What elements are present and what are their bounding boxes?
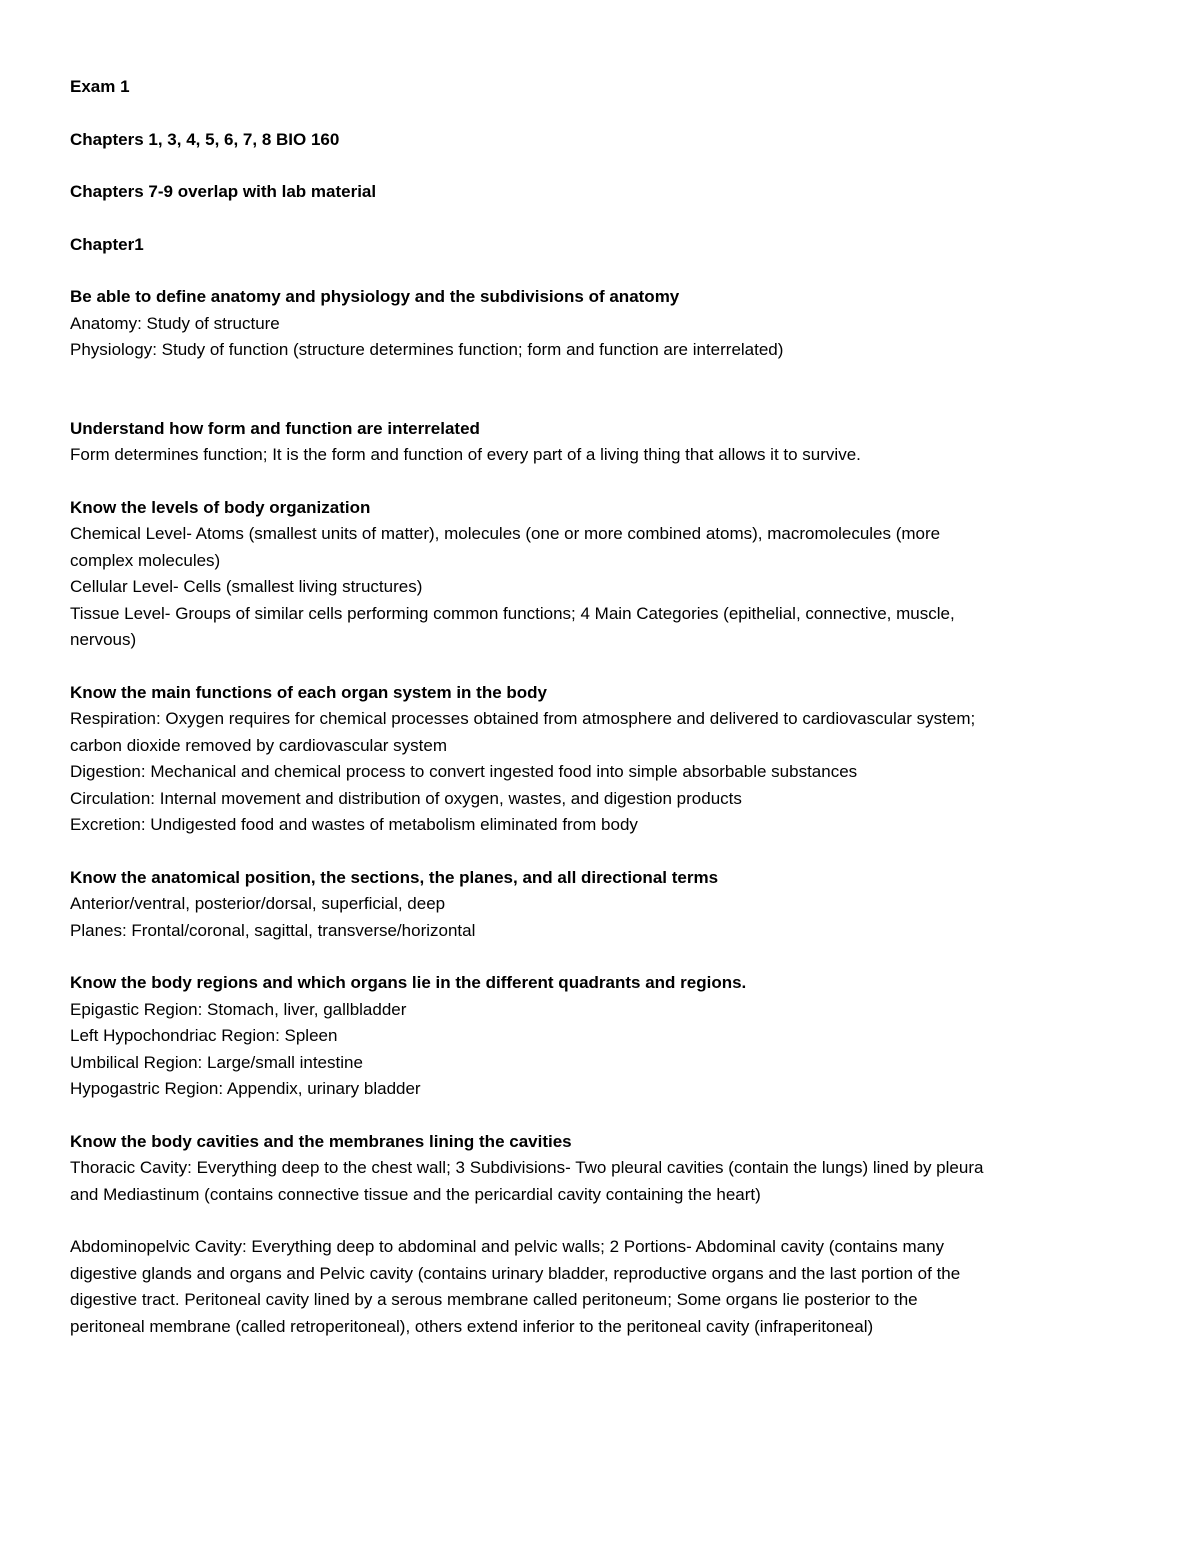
section-heading: Know the body regions and which organs lie in the different quadrants and regions. xyxy=(70,973,747,992)
section-line: Chemical Level- Atoms (smallest units of matter), molecules (one or more combined atoms), macromolecules (more xyxy=(70,524,941,543)
chapter-heading: Chapter1 xyxy=(70,234,144,254)
spacer xyxy=(70,101,1140,127)
section-line: nervous) xyxy=(70,630,137,649)
section-heading: Know the main functions of each organ system in the body xyxy=(70,682,547,702)
spacer xyxy=(70,258,1140,284)
section-line: Umbilical Region: Large/small intestine xyxy=(70,1052,363,1072)
spacer xyxy=(70,944,1140,970)
section-line: Epigastic Region: Stomach, liver, gallbladder xyxy=(70,999,407,1019)
section-line: Anterior/ventral, posterior/dorsal, superficial, deep xyxy=(70,894,446,913)
section-line: Tissue Level- Groups of similar cells performing common functions; 4 Main Categories (epithelial, connective, muscle, xyxy=(70,603,955,623)
section-line: Left Hypochondriac Region: Spleen xyxy=(70,1026,338,1045)
section-heading: Know the anatomical position, the sections, the planes, and all directional terms xyxy=(70,867,719,887)
section-line: Respiration: Oxygen requires for chemical processes obtained from atmosphere and delivered to cardiovascular system; xyxy=(70,709,976,728)
section-line: Form determines function; It is the form and function of every part of a living thing that allows it to survive. xyxy=(70,445,861,464)
section-line: Cellular Level- Cells (smallest living structures) xyxy=(70,577,423,596)
section-line: Planes: Frontal/coronal, sagittal, transverse/horizontal xyxy=(70,920,476,940)
spacer xyxy=(70,153,1140,179)
section-line: complex molecules) xyxy=(70,550,221,570)
section-line: peritoneal membrane (called retroperitoneal), others extend inferior to the peritoneal cavity (infraperitoneal) xyxy=(70,1316,874,1336)
spacer xyxy=(70,1208,1140,1234)
chapters-line: Chapters 1, 3, 4, 5, 6, 7, 8 BIO 160 xyxy=(70,129,340,149)
overlap-line: Chapters 7-9 overlap with lab material xyxy=(70,182,377,201)
section-line: and Mediastinum (contains connective tissue and the pericardial cavity containing the heart) xyxy=(70,1184,761,1204)
section-line: Digestion: Mechanical and chemical process to convert ingested food into simple absorbable substances xyxy=(70,762,858,781)
section-line: digestive tract. Peritoneal cavity lined by a serous membrane called peritoneum; Some organs lie posterior to the xyxy=(70,1290,918,1309)
section-heading: Know the levels of body organization xyxy=(70,497,371,517)
section-line: carbon dioxide removed by cardiovascular system xyxy=(70,735,448,755)
section-line: Circulation: Internal movement and distribution of oxygen, wastes, and digestion products xyxy=(70,788,742,808)
section-line: Thoracic Cavity: Everything deep to the chest wall; 3 Subdivisions- Two pleural cavities (contain the lungs) lined by pleura xyxy=(70,1158,984,1177)
section-heading: Be able to define anatomy and physiology and the subdivisions of anatomy xyxy=(70,287,680,306)
spacer xyxy=(70,469,1140,495)
section-line: Anatomy: Study of structure xyxy=(70,313,280,333)
section-line: Excretion: Undigested food and wastes of metabolism eliminated from body xyxy=(70,815,638,834)
section-line: digestive glands and organs and Pelvic cavity (contains urinary bladder, reproductive organs and the last portion of the xyxy=(70,1263,961,1283)
spacer xyxy=(70,654,1140,680)
spacer xyxy=(70,206,1140,232)
spacer xyxy=(70,839,1140,865)
spacer xyxy=(70,1103,1140,1129)
document-page xyxy=(70,74,1140,1340)
section-heading: Know the body cavities and the membranes lining the cavities xyxy=(70,1131,572,1151)
section-line: Abdominopelvic Cavity: Everything deep to abdominal and pelvic walls; 2 Portions- Abdominal cavity (contains many xyxy=(70,1237,945,1256)
section-line: Physiology: Study of function (structure determines function; form and function are interrelated) xyxy=(70,340,784,359)
section-line: Hypogastric Region: Appendix, urinary bladder xyxy=(70,1079,421,1098)
exam-title: Exam 1 xyxy=(70,77,130,96)
section-heading: Understand how form and function are interrelated xyxy=(70,418,480,438)
spacer xyxy=(70,364,1140,416)
